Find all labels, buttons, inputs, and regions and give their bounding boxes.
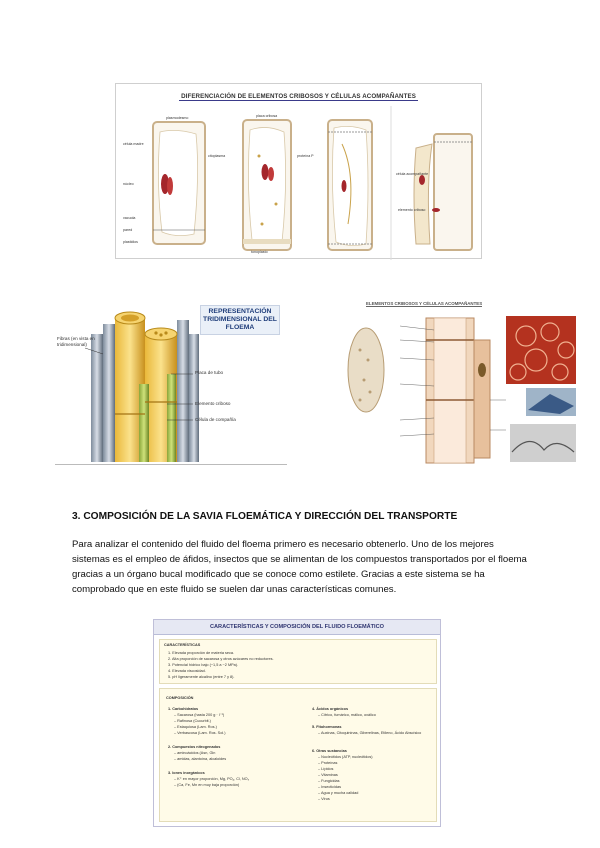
sieve-detail-illustration [330, 300, 577, 465]
cell-stage-3 [328, 120, 372, 250]
table-title: CARACTERÍSTICAS Y COMPOSICIÓN DEL FLUIDO FLOEMÁTICO [154, 620, 440, 635]
characteristics-heading: CARACTERÍSTICAS [164, 643, 201, 647]
composition-line: – K⁺ en mayor proporción, Mg, PO₄, Cl, NO₃ [174, 777, 250, 781]
figure2-title: REPRESENTACIÓN TRIDIMENSIONAL DEL FLOEMA [200, 305, 280, 335]
label-proteina-p: proteína P [297, 154, 314, 158]
composition-line: – Sacarosa (hasta 200 g · l⁻¹) [174, 713, 225, 717]
characteristic-item: 2. Alta proporción de sacarosa y otros azúcares no reductores. [168, 657, 274, 661]
label-celula-compania: Célula de compañía [195, 417, 236, 422]
composition-line: – Nucleótidos (ATP, nucleótidos) [318, 755, 373, 759]
label-vacuola: vacuola [123, 216, 136, 220]
composition-line: – Lípidos [318, 767, 334, 771]
characteristic-item: 3. Potencial hídrico bajo (−1,5 a −2 MPa). [168, 663, 239, 667]
composition-line: – Vitaminas [318, 773, 338, 777]
figure-3d-phloem [55, 304, 287, 465]
composition-line: – Agua y mucha calidad [318, 791, 359, 795]
composition-line: – Virus [318, 797, 330, 801]
figure3-title: ELEMENTOS CRIBOSOS Y CÉLULAS ACOMPAÑANTES [366, 301, 483, 306]
label-plastidios: plastidios [123, 240, 138, 244]
composition-line: – amidas, alantoína, alcaloides [174, 757, 227, 761]
characteristic-item: 4. Elevada viscosidad. [168, 669, 206, 673]
cell-stage-1 [153, 122, 205, 244]
section-paragraph: Para analizar el contenido del fluido del floema primero es necesario obtenerlo. Uno de los mejores sistemas es el empleo de áfidos, insectos que se alimentan de los compuestos transportados por el floema gracias a un órgano bucal modificado que se conoce como estilete. Gracias a este sistema se ha comprobado que en este fluido se suelen dar unas características comunes. [72, 539, 527, 595]
characteristic-item: 1. Elevada proporción de materia seca. [168, 651, 235, 655]
label-elemento-criboso: elemento criboso [398, 208, 426, 212]
composition-group-title: 5. Fitohormonas [312, 725, 342, 729]
composition-line: – (Ca, Fe, Mn en muy baja proporción) [174, 783, 240, 787]
composition-heading: COMPOSICIÓN [166, 696, 194, 700]
composition-line: – Proteínas [318, 761, 338, 765]
composition-group-title: 6. Otras sustancias [312, 749, 347, 753]
composition-line: – Auxinas, Citoquininas, Giberelinas, Etileno, Ácido Abscísico [318, 731, 422, 735]
characteristics-box [159, 639, 437, 684]
section-heading: 3. COMPOSICIÓN DE LA SAVIA FLOEMÁTICA Y DIRECCIÓN DEL TRANSPORTE [72, 511, 458, 522]
label-citoplasma: citoplasma [208, 154, 226, 158]
label-fibras: Fibras (en vista en tridimensional) [57, 336, 95, 347]
composition-group-title: 1. Carbohidratos [168, 707, 199, 711]
composition-line: – Fungicidas [318, 779, 340, 783]
characteristic-item: 5. pH ligeramente alcalino (entre 7 y 8). [168, 675, 235, 679]
figure-sieve-differentiation [115, 83, 482, 259]
composition-line: – aminoácidos (Asn, Gln [174, 751, 216, 755]
label-tonoplasto: tonoplasto [251, 250, 268, 254]
label-plasmodesmo: plasmodesmo [166, 116, 189, 120]
label-celula-acompanante: célula acompañante [396, 172, 429, 176]
label-celula-madre: célula madre [123, 142, 144, 146]
composition-line: – Verbascosa (Lam. Ros. Sol.) [174, 731, 226, 735]
label-elemento-criboso-3d: Elemento criboso [195, 401, 231, 406]
figure1-title: DIFERENCIACIÓN DE ELEMENTOS CRIBOSOS Y CÉLULAS ACOMPAÑANTES [181, 93, 416, 100]
composition-line: – Cítrico, fumárico, málico, oxálico [318, 713, 376, 717]
composition-line: – Estaquiosa (Lam. Ros.) [174, 725, 217, 729]
composition-group-title: 3. Iones inorgánicos [168, 771, 205, 775]
label-placa-de-tubo: Placa de tubo [195, 370, 224, 375]
figure-phloem-composition [153, 619, 441, 827]
cell-stage-4 [414, 134, 472, 250]
cell-stage-2 [243, 120, 291, 250]
composition-line: – Insecticidas [318, 785, 342, 789]
label-nucleo: núcleo [123, 182, 134, 186]
label-placa-cribosa: placa cribosa [256, 114, 278, 118]
composition-group-title: 2. Compuestos nitrogenados [168, 745, 221, 749]
composition-box [159, 688, 437, 822]
composition-line: – Rafinosa (Cucurbit.) [174, 719, 211, 723]
label-pared: pared [123, 228, 133, 232]
composition-group-title: 4. Ácidos orgánicos [312, 707, 349, 711]
figure-sieve-detail [330, 300, 577, 465]
